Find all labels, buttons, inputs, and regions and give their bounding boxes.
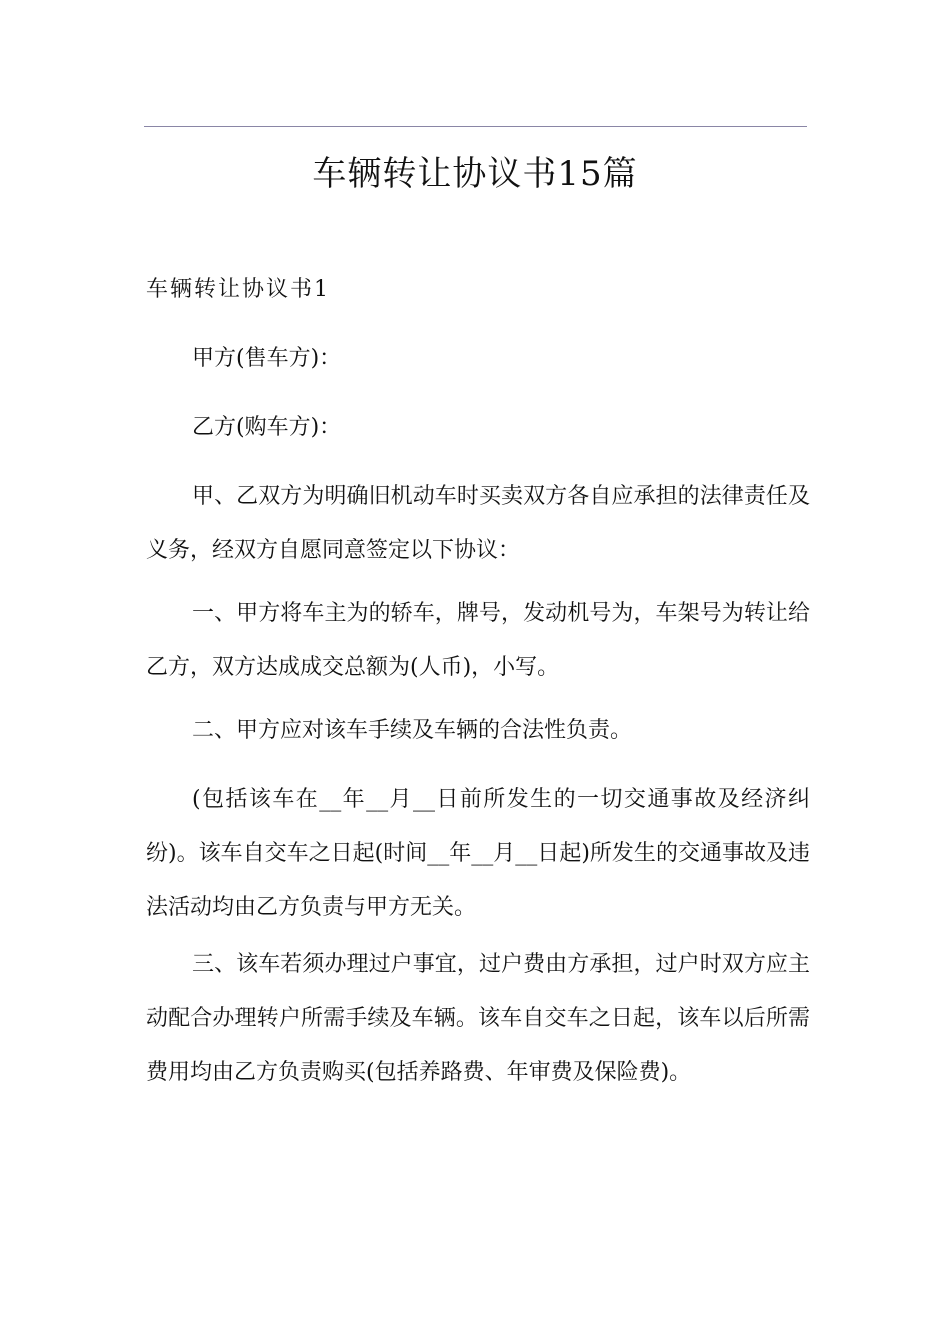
paragraph-clause-3: 三、该车若须办理过户事宜，过户费由方承担，过户时双方应主动配合办理转户所需手续及车辆。该车自交车之日起，该车以后所需费用均由乙方负责购买(包括养路费、年审费及保险费)。 — [146, 952, 810, 1085]
paragraph-clause-2-detail: (包括该车在__年__月__日前所发生的一切交通事故及经济纠纷)。该车自交车之日起(时间__年__月__日起)所发生的交通事故及违法活动均由乙方负责与甲方无关。 — [146, 787, 810, 920]
paragraph-clause-1: 一、甲方将车主为的轿车，牌号，发动机号为，车架号为转让给乙方，双方达成成交总额为(人币)，小写。 — [146, 601, 810, 680]
header-divider — [144, 126, 807, 127]
paragraph-party-a: 甲方(售车方)： — [192, 346, 342, 371]
paragraph-party-b: 乙方(购车方)： — [192, 415, 342, 440]
section-heading: 车辆转让协议书1 — [146, 277, 330, 302]
document-title: 车辆转让协议书15篇 — [312, 154, 638, 194]
paragraph-clause-2: 二、甲方应对该车手续及车辆的合法性负责。 — [192, 718, 633, 743]
paragraph-intro: 甲、乙双方为明确旧机动车时买卖双方各自应承担的法律责任及义务，经双方自愿同意签定以下协议： — [146, 484, 810, 563]
